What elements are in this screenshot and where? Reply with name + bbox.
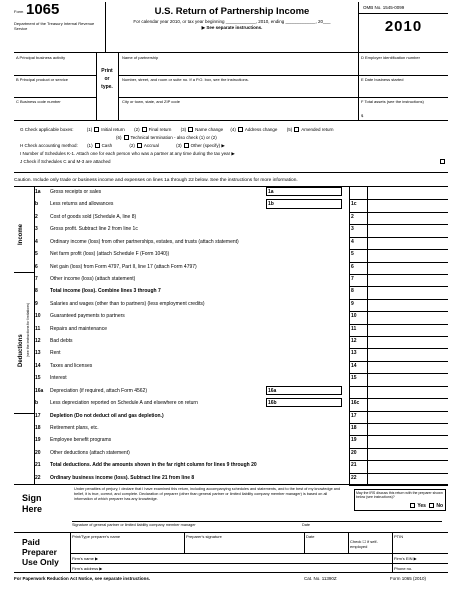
catalog-number: Cat. No. 11390Z (304, 576, 337, 581)
phone-field[interactable]: Phone no. (394, 566, 413, 571)
line-row (14, 189, 448, 198)
partnership-info (14, 53, 448, 121)
perjury-statement: Under penalties of perjury, I declare that I have examined this return, including accompanying schedules and statements, and to the best of my knowledge and belief, it is true, correct, and complete. Declaration of preparer (other than general partner or limited liability company member manager) is based on all information of which preparer has any knowledge. (74, 487, 341, 501)
line-number: 21 (35, 462, 41, 469)
line-row (14, 338, 448, 347)
firm-ein-field[interactable]: Firm's EIN ▶ (394, 556, 417, 561)
line-number: 18 (35, 424, 41, 431)
line-row (14, 475, 448, 484)
amount-field[interactable] (368, 373, 448, 382)
deductions-note: (see the instructions for limitations) (26, 302, 30, 357)
preparer-signature-field[interactable]: Preparer's signature (186, 534, 222, 539)
paperwork-notice: For Paperwork Reduction Act Notice, see separate instructions. (14, 576, 151, 581)
line-row (14, 251, 448, 260)
amount-field[interactable] (368, 212, 448, 221)
income-side-label: Income (18, 223, 24, 245)
paid-preparer-heading: Paid Preparer Use Only (22, 537, 59, 567)
amount-field[interactable] (368, 274, 448, 283)
line-description: Guaranteed payments to partners (50, 313, 125, 320)
omb-number: OMB No. 1545-0099 (359, 2, 448, 14)
line-row (14, 264, 448, 273)
preparer-date-field[interactable]: Date (306, 534, 315, 539)
line-description: Other income (loss) (attach statement) (50, 275, 136, 282)
final-return-checkbox[interactable] (142, 127, 147, 132)
line-code: 22 (351, 474, 357, 481)
line-row (14, 239, 448, 248)
sub-line-code: 16a (268, 387, 277, 394)
line-description: Gross profit. Subtract line 2 from line 1c (50, 226, 138, 233)
line-number: 7 (35, 275, 38, 282)
amount-field[interactable] (368, 286, 448, 295)
line-code: 21 (351, 462, 357, 469)
line-row (14, 400, 448, 409)
line-number: 9 (35, 300, 38, 307)
cash-checkbox[interactable] (95, 143, 100, 148)
sub-line-code: 16b (268, 400, 277, 407)
line-code: 9 (351, 300, 354, 307)
form-title-block (106, 2, 358, 53)
line-row (14, 437, 448, 446)
irs-discuss-box: May the IRS discuss this return with the preparer shown below (see instructions)? Yes No (354, 489, 446, 511)
address-change-checkbox[interactable] (238, 127, 243, 132)
line-code: 6 (351, 263, 354, 270)
line-number: 4 (35, 238, 38, 245)
line-number: 13 (35, 350, 41, 357)
amended-return-checkbox[interactable] (294, 127, 299, 132)
line-number: 8 (35, 288, 38, 295)
income-deductions-table (14, 187, 448, 485)
line-number: 10 (35, 313, 41, 320)
caution-text: Caution. Include only trade or business income and expenses on lines 1a through 22 below. See the instructions for more information. (14, 173, 448, 187)
preparer-name-field[interactable]: Print/Type preparer's name (72, 534, 121, 539)
line-row (14, 201, 448, 210)
line-description: Less depreciation reported on Schedule A and elsewhere on return (50, 400, 198, 407)
line-description: Bad debts (50, 338, 73, 344)
line-number: 22 (35, 474, 41, 481)
line-code: 12 (351, 338, 357, 344)
technical-termination-row: (6) Technical termination - also check (1) or (2) (116, 135, 217, 140)
line-code: 13 (351, 350, 357, 357)
line-code: 2 (351, 213, 354, 220)
line-number: 11 (35, 325, 41, 332)
name-change-checkbox[interactable] (188, 127, 193, 132)
business-code-field[interactable]: C Business code number (16, 99, 61, 104)
discuss-yes-checkbox[interactable] (410, 503, 415, 508)
calendar-year-line: For calendar year 2010, or tax year beginning ____________, 2010, ending ____________, 20___ (133, 19, 331, 24)
total-assets-field[interactable]: F Total assets (see the instructions) (361, 99, 424, 104)
line-number: 19 (35, 437, 41, 444)
check-boxes-section (14, 121, 448, 173)
amount-field[interactable] (368, 199, 448, 208)
accrual-checkbox[interactable] (137, 143, 142, 148)
line-number: 2 (35, 213, 38, 220)
sub-line-code: 1b (268, 201, 274, 208)
initial-return-checkbox[interactable] (94, 127, 99, 132)
amount-field[interactable] (368, 473, 448, 482)
line-description: Net gain (loss) from Form 4797, Part II, line 17 (attach Form 4797) (50, 263, 197, 270)
form-header (14, 2, 448, 53)
line-description: Employee benefit programs (50, 437, 112, 444)
tax-year: 2010 (384, 18, 423, 35)
line-row (14, 350, 448, 359)
sign-here-section (14, 485, 448, 533)
self-employed-check[interactable]: Check ☐ if self- employed (350, 539, 378, 549)
line-number: 6 (35, 263, 38, 270)
line-description: Gross receipts or sales (50, 189, 102, 195)
line-code: 14 (351, 362, 357, 369)
line-row (14, 425, 448, 434)
line-row (14, 301, 448, 310)
line-code: 7 (351, 275, 354, 282)
line-description: Repairs and maintenance (50, 325, 107, 332)
line-description: Taxes and licenses (50, 362, 93, 369)
line-code: 19 (351, 437, 357, 444)
deductions-side-label: Deductions (18, 334, 24, 367)
line-description: Depreciation (if required, attach Form 4562) (50, 387, 147, 394)
line-row (14, 413, 448, 422)
amount-field[interactable] (368, 262, 448, 271)
accounting-method-row: H Check accounting method: (1) Cash (2) Accrual (3) Other (specify) ▶ (20, 143, 225, 148)
firm-name-field[interactable]: Firm's name ▶ (72, 556, 99, 561)
line-description: Other deductions (attach statement) (50, 449, 130, 456)
form-footer (14, 573, 448, 585)
line-row (14, 450, 448, 459)
line-description: Less returns and allowances (50, 201, 114, 208)
amount-field[interactable] (368, 435, 448, 444)
line-description: Net farm profit (loss) (attach Schedule F (Form 1040)) (50, 251, 170, 258)
line-description: Ordinary income (loss) from other partnerships, estates, and trusts (attach statement) (50, 238, 239, 245)
line-number: 3 (35, 226, 38, 233)
amount-field[interactable] (368, 187, 448, 196)
discuss-no-checkbox[interactable] (429, 503, 434, 508)
line-row (14, 462, 448, 471)
see-instructions: ▶ See separate instructions. (201, 25, 263, 30)
schedules-k1-row: I Number of Schedules K-1. Attach one for each person who was a partner at any time during the tax year ▶ (20, 151, 235, 156)
line-row (14, 226, 448, 235)
department-text: Department of the Treasury Internal Revenue Service (14, 21, 95, 31)
line-number: 14 (35, 362, 41, 369)
line-code: 16c (351, 400, 360, 407)
print-or-type: Print or type. (101, 68, 113, 90)
line-code: 18 (351, 424, 357, 431)
amount-field[interactable] (368, 423, 448, 432)
line-code: 17 (351, 412, 357, 419)
amount-field[interactable] (368, 237, 448, 246)
line-row (14, 363, 448, 372)
technical-termination-checkbox[interactable] (124, 135, 129, 140)
form-label: Form (14, 9, 24, 14)
line-number: 1a (35, 189, 41, 195)
line-number: 17 (35, 412, 41, 419)
amount-field[interactable] (368, 398, 448, 407)
line-code: 15 (351, 375, 357, 382)
line-number: 20 (35, 449, 41, 456)
schedules-c-m3-checkbox[interactable] (440, 159, 445, 164)
line-row (14, 288, 448, 297)
line-description: Ordinary business income (loss). Subtract line 21 from line 8 (50, 474, 195, 481)
applicable-boxes-row: G Check applicable boxes: (1) Initial return (2) Final return (3) Name change (4) Address change (5) Amended return (20, 127, 334, 132)
amount-field[interactable] (368, 324, 448, 333)
amount-field[interactable] (368, 448, 448, 457)
ptin-field[interactable]: PTIN (394, 534, 404, 539)
signature-line[interactable]: Signature of general partner or limited liability company member manager Date (72, 521, 442, 527)
line-code: 5 (351, 251, 354, 258)
line-number: 5 (35, 251, 38, 258)
line-number: 12 (35, 338, 41, 344)
line-code: 1c (351, 201, 357, 208)
amount-field[interactable] (368, 386, 448, 395)
line-description: Salaries and wages (other than to partners) (less employment credits) (50, 300, 205, 307)
line-description: Total deductions. Add the amounts shown in the far right column for lines 9 through 20 (50, 462, 257, 469)
principal-activity-field[interactable]: A Principal business activity (16, 55, 66, 60)
line-number: b (35, 400, 39, 407)
line-description: Interest (50, 375, 67, 382)
line-description: Retirement plans, etc. (50, 424, 99, 431)
principal-product-field[interactable]: B Principal product or service (16, 77, 69, 82)
sign-here-heading: Sign Here (22, 493, 43, 514)
form-number: 1065 (26, 1, 60, 18)
schedules-c-m3-row: J Check if Schedules C and M-3 are attached (20, 159, 111, 164)
line-row (14, 214, 448, 223)
form-title: U.S. Return of Partnership Income (154, 6, 310, 17)
line-description: Depletion (Do not deduct oil and gas depletion.) (50, 412, 164, 419)
sub-line-code: 1a (268, 189, 274, 195)
other-method-checkbox[interactable] (184, 143, 189, 148)
line-code: 11 (351, 325, 357, 332)
amount-field[interactable] (368, 249, 448, 258)
line-code: 4 (351, 238, 354, 245)
city-state-zip-field[interactable]: City or town, state, and ZIP code (122, 99, 180, 104)
line-description: Total income (loss). Combine lines 3 through 7 (50, 288, 161, 295)
amount-field[interactable] (368, 299, 448, 308)
amount-field[interactable] (368, 336, 448, 345)
amount-field[interactable] (368, 411, 448, 420)
amount-field[interactable] (368, 361, 448, 370)
line-row (14, 313, 448, 322)
line-row (14, 375, 448, 384)
form-1065-page (14, 2, 448, 592)
line-row (14, 326, 448, 335)
partnership-name-field[interactable]: Name of partnership (122, 55, 159, 60)
amount-field[interactable] (368, 348, 448, 357)
dollar-sign: $ (361, 113, 364, 118)
line-row (14, 276, 448, 285)
line-code: 10 (351, 313, 357, 320)
employer-id-field[interactable]: D Employer identification number (361, 55, 420, 60)
footer-form-id: Form 1065 (2010) (390, 576, 427, 581)
line-code: 20 (351, 449, 357, 456)
line-number: 16a (35, 387, 44, 394)
amount-field[interactable] (368, 224, 448, 233)
line-row (14, 388, 448, 397)
line-description: Cost of goods sold (Schedule A, line 8) (50, 213, 137, 220)
paid-preparer-section (14, 533, 448, 573)
line-description: Rent (50, 350, 61, 357)
line-code: 3 (351, 226, 354, 233)
form-id-block (14, 2, 106, 53)
street-address-field[interactable]: Number, street, and room or suite no. If a P.O. box, see the instructions. (122, 77, 249, 82)
line-number: 15 (35, 375, 41, 382)
line-number: b (35, 201, 39, 208)
date-started-field[interactable]: E Date business started (361, 77, 404, 82)
amount-field[interactable] (368, 460, 448, 469)
line-code: 8 (351, 288, 354, 295)
omb-block (358, 2, 448, 53)
firm-address-field[interactable]: Firm's address ▶ (72, 566, 103, 571)
amount-field[interactable] (368, 311, 448, 320)
